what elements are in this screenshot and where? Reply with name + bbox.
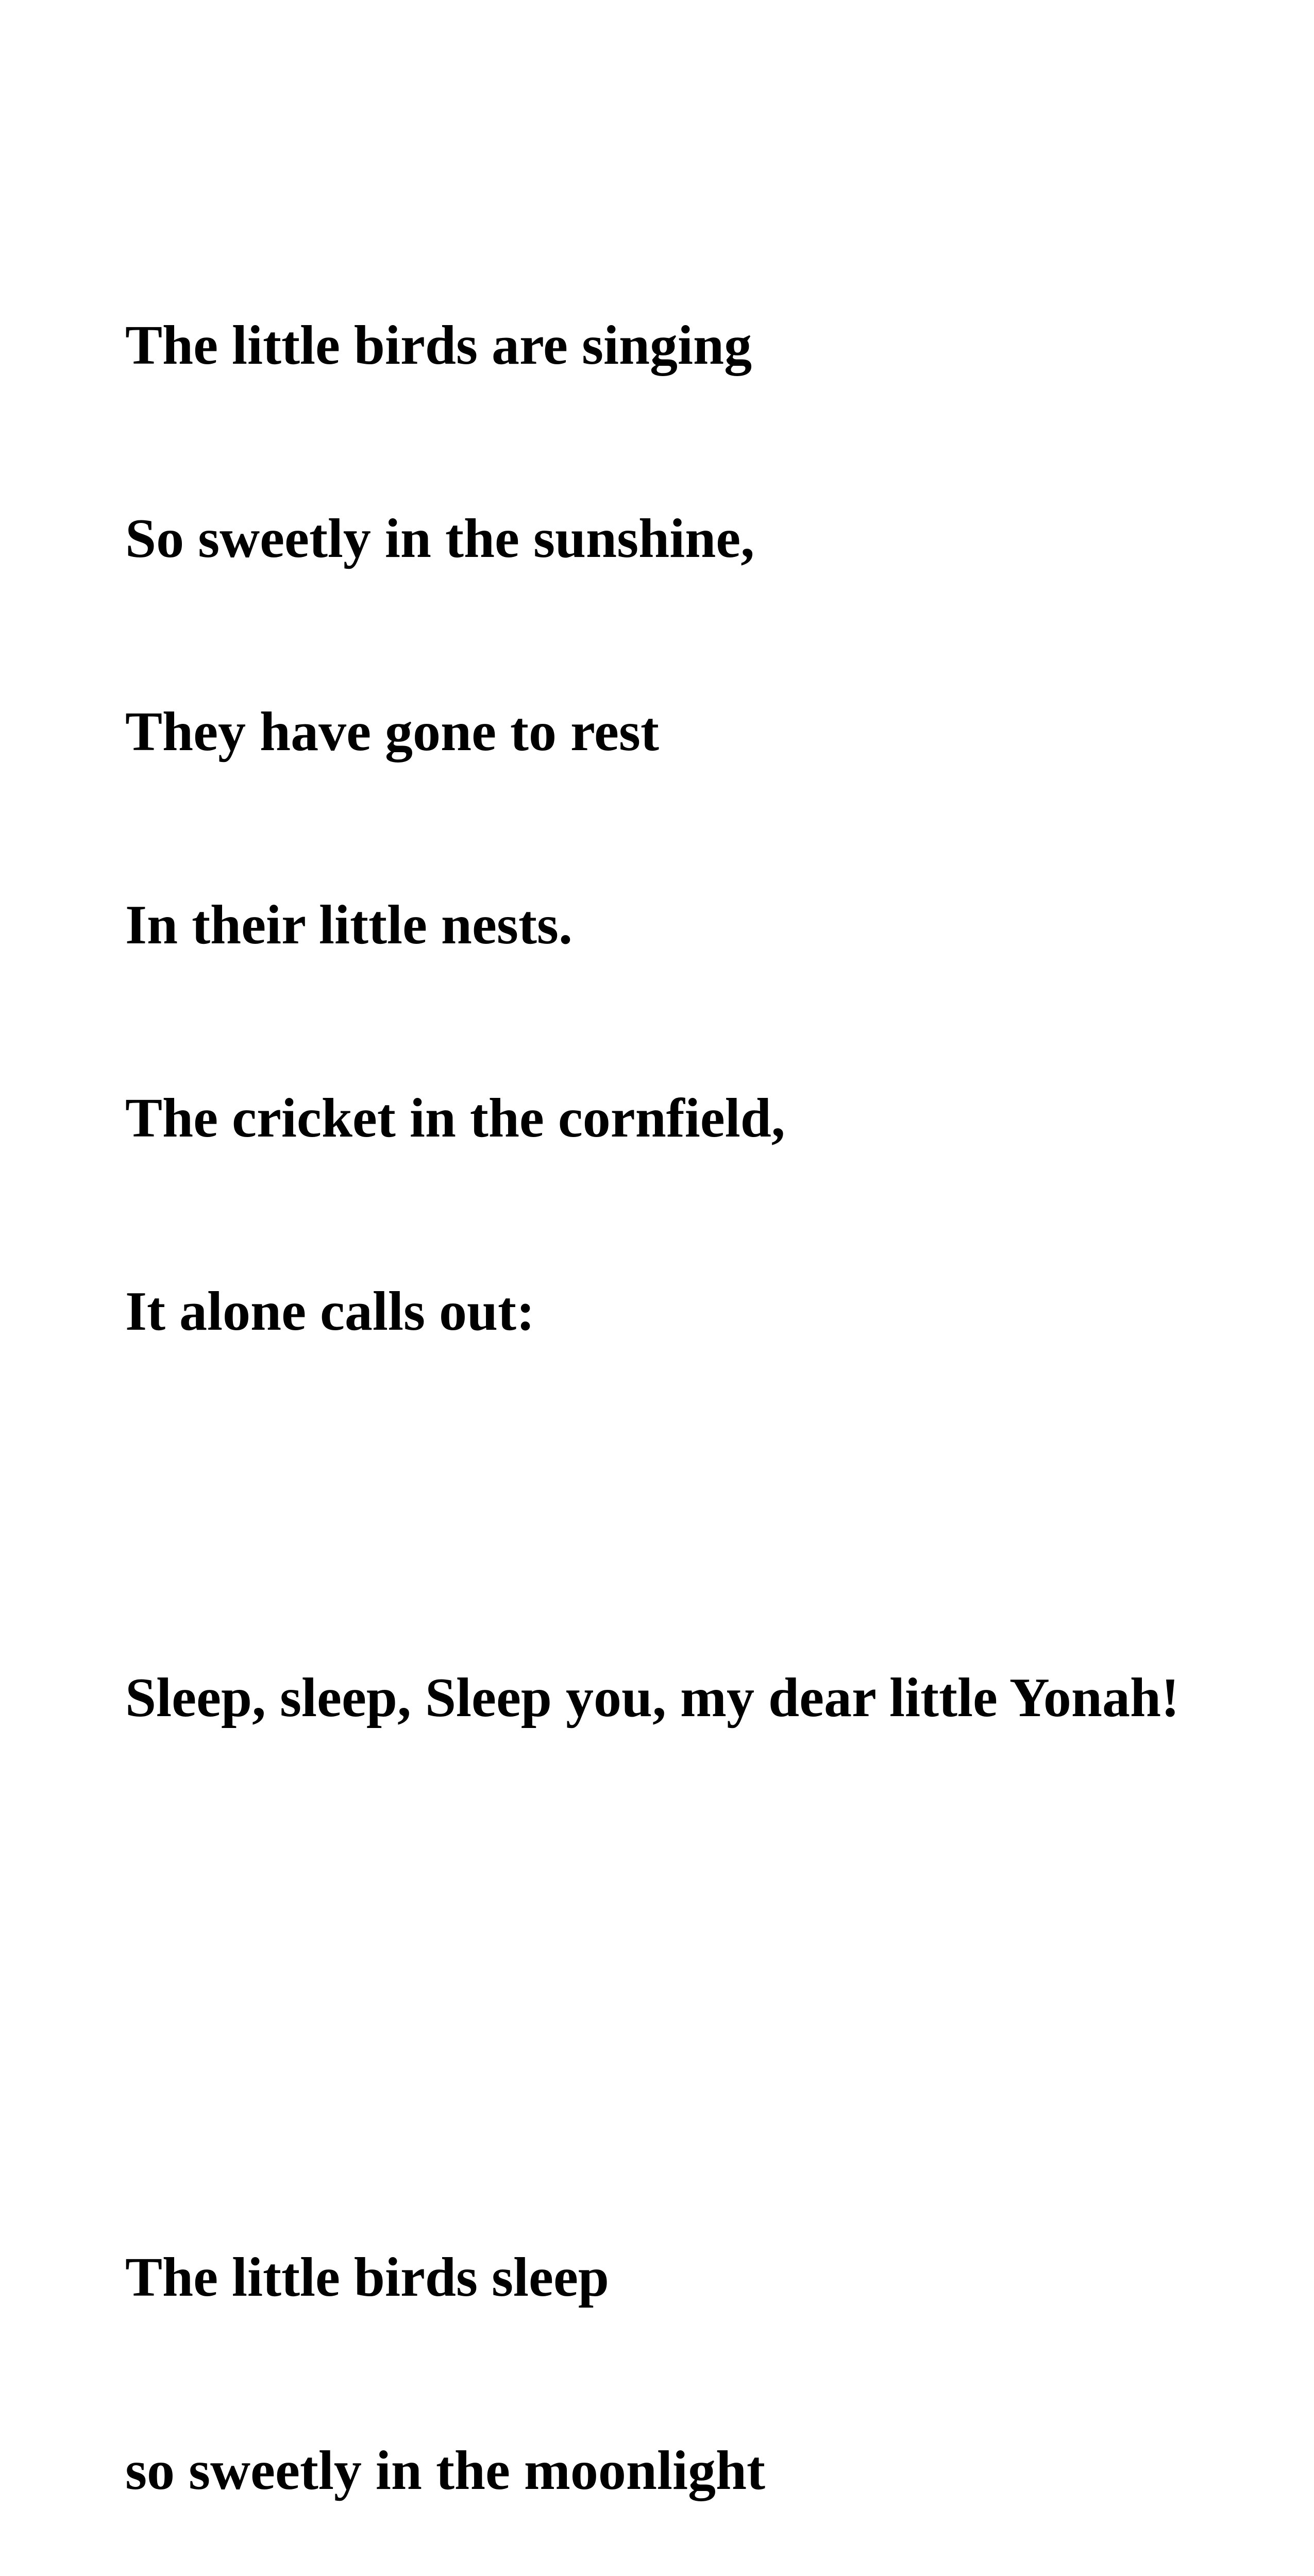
- poem-line: so sweetly in the moonlight: [125, 2440, 765, 2501]
- poem-blank-line: [125, 1859, 1259, 1923]
- poem-line: The cricket in the cornfield,: [125, 1088, 785, 1149]
- poem-text-block: [125, 184, 1259, 2576]
- poem-refrain-line: Sleep, sleep, Sleep you, my dear little Yonah!: [125, 1667, 1180, 1728]
- poem-line: In their little nests.: [125, 894, 572, 956]
- poem-line: The little birds are singing: [125, 315, 752, 376]
- poem-line: So sweetly in the sunshine,: [125, 508, 755, 569]
- poem-blank-line: [125, 2052, 1259, 2116]
- poem-line: It alone calls out:: [125, 1281, 535, 1342]
- poem-blank-line: [125, 1472, 1259, 1537]
- poem-line: The little birds sleep: [125, 2247, 609, 2308]
- poem-line: They have gone to rest: [125, 701, 659, 762]
